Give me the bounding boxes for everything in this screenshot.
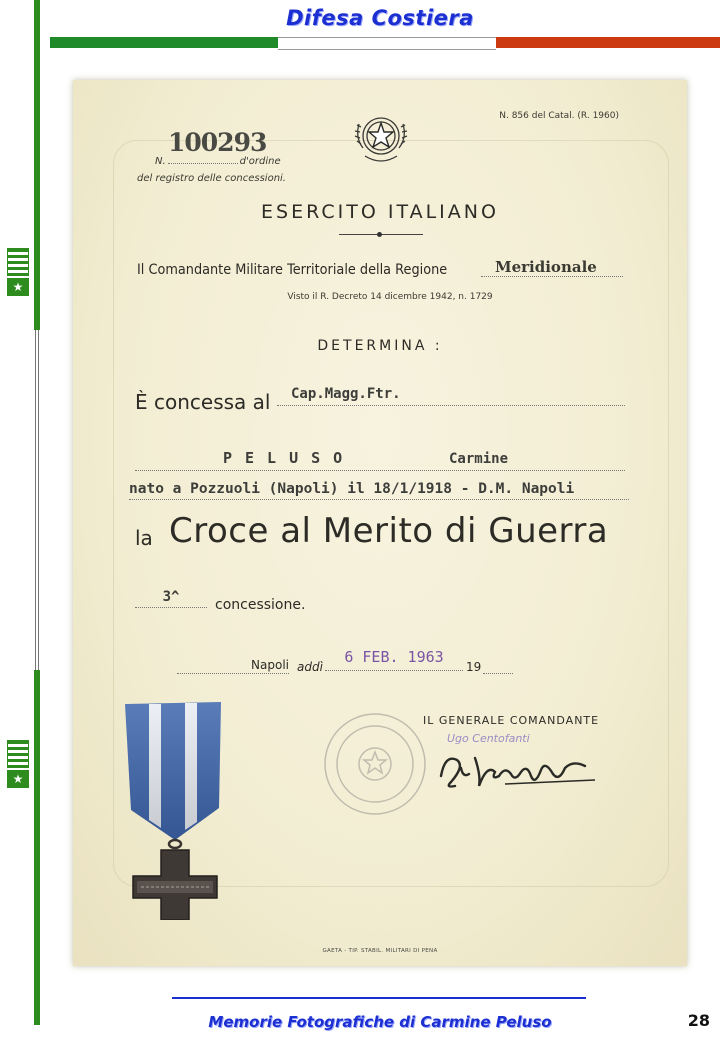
- surname-field: PELUSO: [223, 449, 356, 467]
- footer-rule: [172, 997, 586, 999]
- page-number: 28: [687, 1011, 710, 1030]
- left-rail-green-top: [34, 0, 40, 330]
- page-header-title: Difesa Costiera: [286, 6, 474, 30]
- medal-icon: [125, 702, 225, 920]
- award-prefix: la: [135, 526, 153, 550]
- army-title: ESERCITO ITALIANO: [261, 201, 499, 223]
- year-line: [483, 673, 513, 674]
- addi-label: addì: [297, 660, 323, 674]
- general-title: IL GENERALE COMANDANTE: [423, 714, 600, 727]
- date-stamp: 6 FEB. 1963: [325, 648, 463, 671]
- left-rail-white: [35, 330, 39, 670]
- printer-credit: GAETA - TIP. STABIL. MILITARI DI PENA: [322, 948, 438, 954]
- concession-label: concessione.: [215, 597, 306, 613]
- decree-reference: Visto il R. Decreto 14 dicembre 1942, n. 1729: [287, 292, 493, 302]
- rank-field: Cap.Magg.Ftr.: [277, 386, 625, 406]
- granted-label: È concessa al: [135, 390, 271, 414]
- star-icon: ★: [7, 278, 29, 296]
- first-name-field: Carmine: [449, 451, 509, 467]
- star-icon: ★: [7, 770, 29, 788]
- order-label-line2: del registro delle concessioni.: [137, 173, 286, 184]
- flag-badge-icon: [7, 740, 29, 788]
- determina-heading: DETERMINA :: [317, 338, 443, 354]
- tricolor-bar: [50, 37, 720, 48]
- general-name-stamp: Ugo Centofanti: [447, 732, 530, 745]
- republic-emblem-icon: [351, 108, 411, 172]
- order-label: N. d'ordine: [155, 156, 281, 167]
- left-rail-green-bottom: [34, 670, 40, 1025]
- footer-caption: Memorie Fotografiche di Carmine Peluso: [208, 1013, 552, 1031]
- flag-badge-icon: [7, 248, 29, 296]
- concession-number: 3^: [135, 589, 207, 608]
- name-line: [135, 450, 625, 471]
- catalog-reference: N. 856 del Catal. (R. 1960): [499, 111, 619, 121]
- year-suffix: 19: [466, 660, 482, 674]
- award-name: Croce al Merito di Guerra: [169, 511, 609, 551]
- place-field: Napoli: [177, 658, 289, 674]
- region-field: Meridionale: [481, 258, 623, 277]
- commander-line: Il Comandante Militare Territoriale della Regione: [137, 262, 448, 278]
- birth-line: nato a Pozzuoli (Napoli) il 18/1/1918 - D.M. Napoli: [129, 481, 629, 500]
- order-number: 100293: [168, 128, 267, 157]
- title-ornament: [339, 234, 423, 237]
- seal-stamp-icon: [319, 708, 431, 820]
- signature-icon: [435, 746, 605, 796]
